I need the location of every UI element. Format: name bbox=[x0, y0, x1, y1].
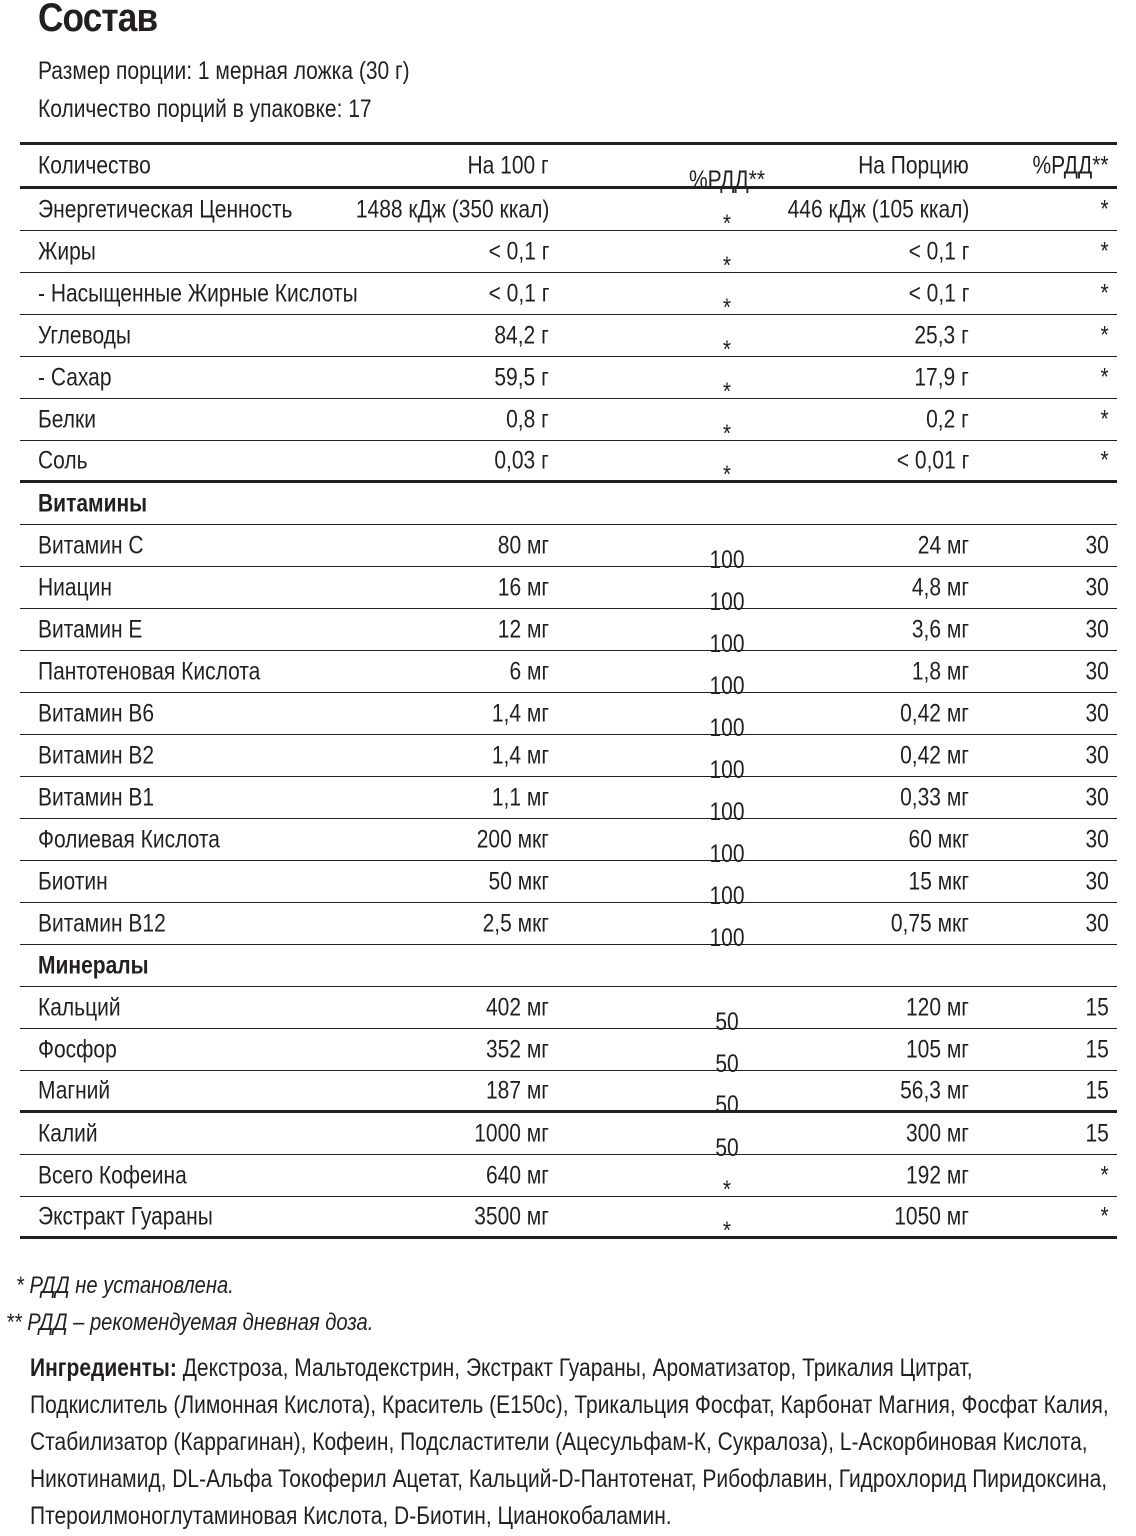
row-rdd1-text: 100 bbox=[709, 797, 745, 826]
table-row bbox=[20, 693, 1117, 742]
row-rdd1-text: * bbox=[722, 419, 732, 448]
row-rdd2: * bbox=[1100, 321, 1109, 349]
row-rdd1-text: 100 bbox=[709, 839, 745, 868]
header-serving: На Порцию bbox=[858, 151, 969, 179]
row-name: Углеводы bbox=[38, 321, 132, 349]
row-serving: 60 мкг bbox=[908, 825, 969, 853]
row-name: Витамин Е bbox=[38, 615, 143, 643]
table-row bbox=[20, 567, 1117, 616]
ingredients bbox=[30, 1350, 1109, 1535]
row-rdd2: * bbox=[1100, 279, 1109, 307]
table-row bbox=[20, 609, 1117, 658]
row-rdd2: 15 bbox=[1085, 1076, 1109, 1104]
row-rdd1-text: 100 bbox=[709, 881, 745, 910]
row-rdd2: 30 bbox=[1085, 699, 1109, 727]
row-name: - Насыщенные Жирные Кислоты bbox=[38, 279, 358, 307]
nutrition-table bbox=[20, 142, 1117, 1245]
table-body bbox=[20, 189, 1117, 1245]
row-serving: 0,33 мг bbox=[900, 783, 969, 811]
servings-per-pack: Количество порций в упаковке: 17 bbox=[38, 95, 372, 123]
row-per100: < 0,1 г bbox=[488, 279, 549, 307]
row-rdd2: * bbox=[1100, 446, 1109, 474]
row-serving: 105 мг bbox=[906, 1035, 969, 1063]
row-name: Пантотеновая Кислота bbox=[38, 657, 261, 685]
row-serving: 0,75 мкг bbox=[890, 909, 969, 937]
row-serving: 24 мг bbox=[917, 531, 969, 559]
row-rdd1-text: * bbox=[722, 293, 732, 322]
row-name: Кальций bbox=[38, 993, 121, 1021]
row-name: Экстракт Гуараны bbox=[38, 1202, 213, 1230]
row-rdd1-text: 100 bbox=[709, 629, 745, 658]
header-per100: На 100 г bbox=[467, 151, 549, 179]
row-per100: 80 мг bbox=[497, 531, 549, 559]
row-per100: 352 мг bbox=[486, 1035, 549, 1063]
row-name: Калий bbox=[38, 1119, 98, 1147]
row-per100: 12 мг bbox=[497, 615, 549, 643]
row-rdd1-text: * bbox=[722, 377, 732, 406]
row-name: - Сахар bbox=[38, 363, 112, 391]
row-per100: 1,4 мг bbox=[491, 741, 549, 769]
row-serving: 3,6 мг bbox=[911, 615, 969, 643]
row-name: Витамин В6 bbox=[38, 699, 155, 727]
row-per100: 200 мкг bbox=[476, 825, 549, 853]
row-per100: 402 мг bbox=[486, 993, 549, 1021]
row-name: Магний bbox=[38, 1076, 111, 1104]
table-row bbox=[20, 273, 1117, 322]
section-header bbox=[20, 483, 1117, 525]
footnote-1: * РДД не установлена. bbox=[16, 1272, 234, 1299]
row-per100: 1,4 мг bbox=[491, 699, 549, 727]
ingredients-label: Ингредиенты: bbox=[30, 1354, 177, 1382]
row-per100: 16 мг bbox=[497, 573, 549, 601]
row-serving: 120 мг bbox=[906, 993, 969, 1021]
row-rdd2: 30 bbox=[1085, 531, 1109, 559]
footnote-2: ** РДД – рекомендуемая дневная доза. bbox=[6, 1309, 374, 1336]
row-rdd2: 15 bbox=[1085, 1119, 1109, 1147]
table-row bbox=[20, 315, 1117, 364]
table-row bbox=[20, 987, 1117, 1036]
row-serving: < 0,1 г bbox=[908, 279, 969, 307]
table-row bbox=[20, 861, 1117, 910]
row-per100: 187 мг bbox=[486, 1076, 549, 1104]
row-serving: < 0,01 г bbox=[896, 446, 969, 474]
row-serving: 0,42 мг bbox=[900, 741, 969, 769]
table-row bbox=[20, 819, 1117, 868]
row-rdd2: * bbox=[1100, 363, 1109, 391]
row-rdd1-text: * bbox=[722, 335, 732, 364]
row-name: Фосфор bbox=[38, 1035, 117, 1063]
row-per100: 1488 кДж (350 ккал) bbox=[355, 195, 549, 223]
row-rdd2: 30 bbox=[1085, 783, 1109, 811]
section-title: Минералы bbox=[38, 951, 149, 979]
row-rdd2: 30 bbox=[1085, 657, 1109, 685]
row-name: Фолиевая Кислота bbox=[38, 825, 220, 853]
row-per100: 1000 мг bbox=[474, 1119, 549, 1147]
table-header bbox=[20, 145, 1117, 194]
row-rdd2: 30 bbox=[1085, 825, 1109, 853]
ingredients-text: Декстроза, Мальтодекстрин, Экстракт Гуараны, Ароматизатор, Трикалия Цитрат, Подкислитель (Лимонная Кислота), Краситель (Е150с), Трикальция Фосфат, Карбонат Магния, Фосфат Калия, Стабилизатор (Каррагинан), Кофеин, Подсластители (Ацесульфам-К, Сукралоза), L-Аскорбиновая Кислота, Никотинамид, DL-Альфа Токоферил Ацетат, Кальций-D-Пантотенат, Рибофлавин, Гидрохлорид Пиридоксина, Птероилмоноглутаминовая Кислота, D-Биотин, Цианокобаламин. bbox=[30, 1354, 1109, 1530]
row-name: Ниацин bbox=[38, 573, 112, 601]
row-rdd2: 15 bbox=[1085, 993, 1109, 1021]
table-row bbox=[20, 903, 1117, 952]
row-rdd2: 30 bbox=[1085, 867, 1109, 895]
table-row bbox=[20, 1155, 1117, 1204]
table-row bbox=[20, 1197, 1117, 1245]
row-name: Соль bbox=[38, 446, 88, 474]
row-serving: 192 мг bbox=[906, 1161, 969, 1189]
row-rdd2: * bbox=[1100, 237, 1109, 265]
header-rdd1-text: %РДД** bbox=[688, 165, 766, 194]
row-per100: 640 мг bbox=[486, 1161, 549, 1189]
row-per100: 0,8 г bbox=[506, 405, 549, 433]
table-row bbox=[20, 189, 1117, 238]
row-name: Биотин bbox=[38, 867, 108, 895]
table-row bbox=[20, 231, 1117, 280]
row-serving: 15 мкг bbox=[908, 867, 969, 895]
row-rdd1-text: 100 bbox=[709, 713, 745, 742]
row-serving: 56,3 мг bbox=[900, 1076, 969, 1104]
table-row bbox=[20, 735, 1117, 784]
row-rdd1-text: * bbox=[722, 1175, 732, 1204]
section-header bbox=[20, 945, 1117, 987]
table-row bbox=[20, 525, 1117, 574]
row-rdd2: * bbox=[1100, 405, 1109, 433]
row-rdd1-text: 100 bbox=[709, 671, 745, 700]
row-serving: 0,42 мг bbox=[900, 699, 969, 727]
row-per100: 3500 мг bbox=[474, 1202, 549, 1230]
row-name: Жиры bbox=[38, 237, 96, 265]
row-rdd1-text: 50 bbox=[715, 1090, 739, 1119]
row-per100: < 0,1 г bbox=[488, 237, 549, 265]
row-per100: 84,2 г bbox=[494, 321, 549, 349]
row-name: Всего Кофеина bbox=[38, 1161, 187, 1189]
row-serving: 1050 мг bbox=[894, 1202, 969, 1230]
row-per100: 59,5 г bbox=[494, 363, 549, 391]
row-rdd1-text: 100 bbox=[709, 923, 745, 952]
row-per100: 2,5 мкг bbox=[482, 909, 549, 937]
row-per100: 1,1 мг bbox=[491, 783, 549, 811]
table-row bbox=[20, 1113, 1117, 1162]
row-rdd2: * bbox=[1100, 1161, 1109, 1189]
row-rdd1-text: 100 bbox=[709, 587, 745, 616]
row-serving: 17,9 г bbox=[914, 363, 969, 391]
row-rdd1-text: 50 bbox=[715, 1007, 739, 1036]
row-name: Белки bbox=[38, 405, 96, 433]
row-rdd1-text: 100 bbox=[709, 545, 745, 574]
table-row bbox=[20, 777, 1117, 826]
row-name: Витамин В12 bbox=[38, 909, 166, 937]
row-rdd1-text: * bbox=[722, 209, 732, 238]
row-rdd2: 30 bbox=[1085, 741, 1109, 769]
row-rdd1-text: * bbox=[722, 251, 732, 280]
row-name: Витамин В2 bbox=[38, 741, 155, 769]
row-serving: 300 мг bbox=[906, 1119, 969, 1147]
section-title: Витамины bbox=[38, 489, 148, 517]
row-rdd2: * bbox=[1100, 1202, 1109, 1230]
row-rdd1-text: * bbox=[722, 1216, 732, 1245]
row-rdd2: 15 bbox=[1085, 1035, 1109, 1063]
row-serving: 25,3 г bbox=[914, 321, 969, 349]
row-rdd1-text: 50 bbox=[715, 1133, 739, 1162]
table-row bbox=[20, 1029, 1117, 1078]
table-row bbox=[20, 651, 1117, 700]
row-rdd2: 30 bbox=[1085, 909, 1109, 937]
row-serving: < 0,1 г bbox=[908, 237, 969, 265]
row-per100: 6 мг bbox=[509, 657, 549, 685]
row-rdd2: 30 bbox=[1085, 573, 1109, 601]
serving-size: Размер порции: 1 мерная ложка (30 г) bbox=[38, 57, 410, 85]
table-row bbox=[20, 1071, 1117, 1119]
header-name: Количество bbox=[38, 151, 151, 179]
row-serving: 446 кДж (105 ккал) bbox=[787, 195, 969, 223]
row-name: Энергетическая Ценность bbox=[38, 195, 293, 223]
header-rdd2: %РДД** bbox=[1032, 151, 1109, 179]
row-rdd1-text: 100 bbox=[709, 755, 745, 784]
row-per100: 50 мкг bbox=[488, 867, 549, 895]
page-title: Состав bbox=[38, 0, 158, 40]
table-row bbox=[20, 399, 1117, 448]
table-row bbox=[20, 357, 1117, 406]
row-serving: 0,2 г bbox=[926, 405, 969, 433]
row-per100: 0,03 г bbox=[494, 446, 549, 474]
row-name: Витамин С bbox=[38, 531, 144, 559]
row-name: Витамин В1 bbox=[38, 783, 155, 811]
table-row bbox=[20, 441, 1117, 489]
row-serving: 4,8 мг bbox=[911, 573, 969, 601]
row-rdd1-text: * bbox=[722, 460, 732, 489]
row-rdd1-text: 50 bbox=[715, 1049, 739, 1078]
row-rdd2: * bbox=[1100, 195, 1109, 223]
row-serving: 1,8 мг bbox=[911, 657, 969, 685]
row-rdd2: 30 bbox=[1085, 615, 1109, 643]
